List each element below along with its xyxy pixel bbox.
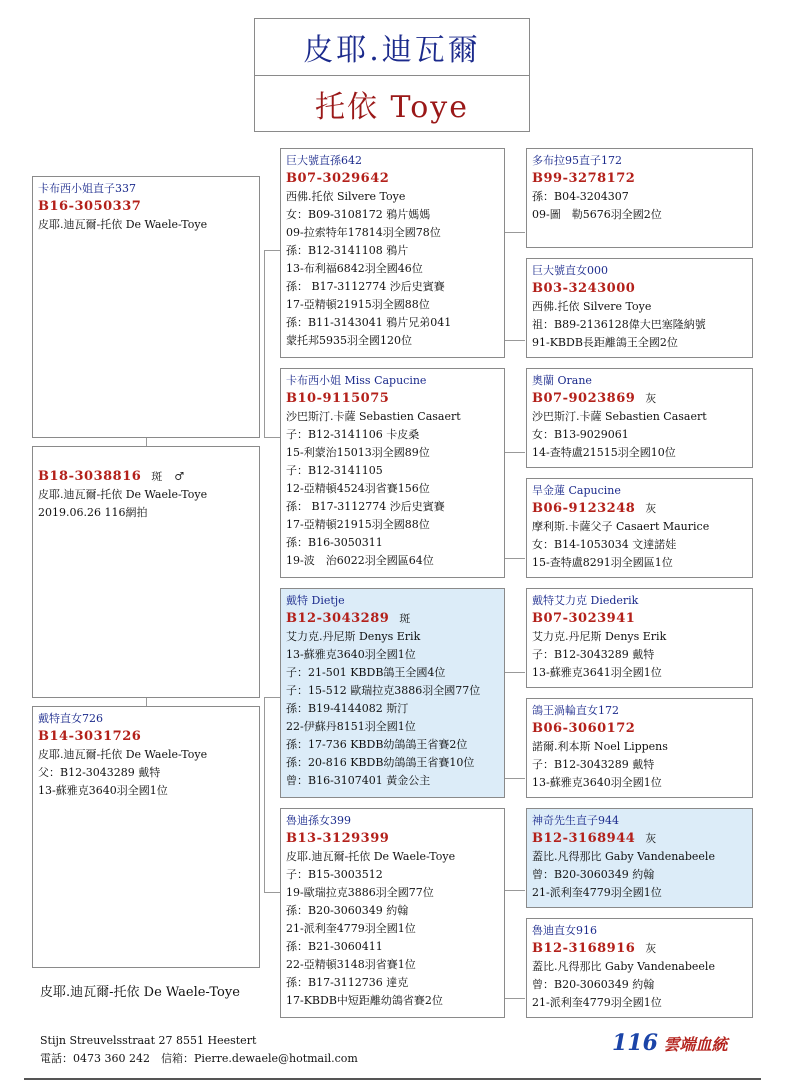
- pedigree-box-ddd: [526, 918, 753, 1018]
- color-tag: 灰: [645, 502, 657, 515]
- info-line: 皮耶.迪瓦爾-托依 De Waele-Toye: [38, 218, 208, 231]
- info-line: 孫：B04-3204307: [532, 190, 629, 203]
- info-line: 諾爾.利本斯 Noel Lippens: [532, 740, 668, 753]
- ring-number: B12-3168944: [532, 831, 636, 846]
- pedigree-box-dam: [32, 706, 260, 968]
- info-line: 15-查特盧8291羽全國區1位: [532, 556, 673, 569]
- bird-name: 魯迪直女916: [532, 924, 597, 937]
- pedigree-box-ss: [280, 148, 505, 358]
- pedigree-box-dss: [526, 588, 753, 688]
- color-sex-tag: 斑 ♂: [151, 470, 185, 483]
- info-line: 艾力克.丹尼斯 Denys Erik: [532, 630, 667, 643]
- address: Stijn Streuvelsstraat 27 8551 Heestert: [40, 1034, 257, 1047]
- ring-number: B12-3168916: [532, 941, 636, 956]
- ring-number: B07-3023941: [532, 611, 636, 626]
- info-line: 蓋比.凡得那比 Gaby Vandenabeele: [532, 850, 715, 863]
- info-line: 12-亞精頓4524羽省賽156位: [286, 482, 430, 495]
- color-tag: 斑: [399, 612, 411, 625]
- breeder-contact: [40, 1032, 358, 1068]
- connector: [264, 697, 265, 892]
- bird-name: 鴿王渦輪直女172: [532, 704, 619, 717]
- info-line: 14-查特盧21515羽全國10位: [532, 446, 676, 459]
- logo-text: 雲端血統: [663, 1035, 728, 1054]
- info-line: 21-派利奎4779羽全國1位: [532, 886, 662, 899]
- pedigree-box-sdd: [526, 478, 753, 578]
- color-tag: 灰: [645, 942, 657, 955]
- info-line: 子：B12-3141105: [286, 464, 383, 477]
- info-line: 13-布利福6842羽全國46位: [286, 262, 423, 275]
- ring-number: B07-9023869: [532, 391, 636, 406]
- bird-name: 巨大號直女000: [532, 264, 608, 277]
- pedigree-box-dd: [280, 808, 505, 1018]
- info-line: 女：B13-9029061: [532, 428, 629, 441]
- info-line: 22-伊蘇丹8151羽全國1位: [286, 720, 416, 733]
- info-line: 皮耶.迪瓦爾-托依 De Waele-Toye: [38, 748, 208, 761]
- bird-name: 奧蘭 Orane: [532, 374, 592, 387]
- connector: [505, 340, 525, 341]
- info-line: 15-利蒙治15013羽全國89位: [286, 446, 430, 459]
- info-line: 17-亞精頓21915羽全國88位: [286, 518, 430, 531]
- info-line: 13-蘇雅克3640羽全國1位: [38, 784, 168, 797]
- info-line: 13-蘇雅克3640羽全國1位: [532, 776, 662, 789]
- bird-name: 卡布西小姐直子337: [38, 182, 136, 195]
- bird-name: 戴特艾力克 Diederik: [532, 594, 639, 607]
- logo-number: 116: [612, 1030, 658, 1056]
- pedigree-box-sds: [526, 368, 753, 468]
- info-line: 21-派利奎4779羽全國1位: [532, 996, 662, 1009]
- info-line: 22-亞精頓3148羽省賽1位: [286, 958, 416, 971]
- info-line: 皮耶.迪瓦爾-托依 De Waele-Toye: [38, 488, 208, 501]
- connector: [505, 998, 525, 999]
- breeder-name: 皮耶.迪瓦爾-托依 De Waele-Toye: [40, 985, 240, 1000]
- info-line: 子：B12-3043289 戴特: [532, 648, 655, 661]
- phone-email: 電話：0473 360 242 信箱：Pierre.dewaele@hotmail.com: [40, 1052, 358, 1065]
- bird-name: 旱金蓮 Capucine: [532, 484, 621, 497]
- info-line: 孫：B11-3143041 鴉片兄弟041: [286, 316, 452, 329]
- info-line: 子：B12-3141106 卡皮桑: [286, 428, 420, 441]
- pedigree-box-dsd: [526, 698, 753, 798]
- connector: [264, 250, 280, 251]
- color-tag: 灰: [645, 392, 657, 405]
- info-line: 沙巴斯汀.卡薩 Sebastien Casaert: [286, 410, 461, 423]
- header-family: 托依 Toye: [315, 90, 469, 125]
- info-line: 2019.06.26 116網拍: [38, 506, 148, 519]
- info-line: 蓋比.凡得那比 Gaby Vandenabeele: [532, 960, 715, 973]
- ring-number: B06-3060172: [532, 721, 636, 736]
- info-line: 17-KBDB中短距離幼鴿省賽2位: [286, 994, 443, 1007]
- info-line: 沙巴斯汀.卡薩 Sebastien Casaert: [532, 410, 707, 423]
- bird-name: 多布拉95直子172: [532, 154, 622, 167]
- ring-number: B03-3243000: [532, 281, 636, 296]
- pedigree-box-dds: [526, 808, 753, 908]
- connector: [505, 232, 525, 233]
- header-box: [254, 18, 530, 132]
- info-line: 西佛.托依 Silvere Toye: [532, 300, 652, 313]
- connector: [264, 892, 280, 893]
- info-line: 09-拉索特年17814羽全國78位: [286, 226, 441, 239]
- info-line: 艾力克.丹尼斯 Denys Erik: [286, 630, 421, 643]
- connector: [505, 452, 525, 453]
- pedigree-box-ssd: [526, 258, 753, 358]
- info-line: 孫： B17-3112774 沙后史賓賽: [286, 500, 445, 513]
- info-line: 蒙托邦5935羽全國120位: [286, 334, 412, 347]
- connector: [505, 890, 525, 891]
- info-line: 91-KBDB長距離鴿王全國2位: [532, 336, 678, 349]
- header-name: 皮耶.迪瓦爾: [255, 19, 529, 76]
- info-line: 曾：B20-3060349 約翰: [532, 978, 655, 991]
- color-tag: 灰: [645, 832, 657, 845]
- pedigree-box-sire: [32, 176, 260, 438]
- info-line: 孫：B17-3112736 達克: [286, 976, 409, 989]
- ring-number: B16-3050337: [38, 199, 142, 214]
- info-line: 孫：17-736 KBDB幼鴿鴿王省賽2位: [286, 738, 468, 751]
- ring-number: B10-9115075: [286, 391, 390, 406]
- info-line: 13-蘇雅克3640羽全國1位: [286, 648, 416, 661]
- pedigree-box-sss: [526, 148, 753, 248]
- info-line: 曾：B16-3107401 黃金公主: [286, 774, 431, 787]
- bird-name: 卡布西小姐 Miss Capucine: [286, 374, 427, 387]
- info-line: 女：B09-3108172 鴉片媽媽: [286, 208, 431, 221]
- connector: [505, 672, 525, 673]
- info-line: 孫：20-816 KBDB幼鴿鴿王省賽10位: [286, 756, 475, 769]
- ring-number: B99-3278172: [532, 171, 636, 186]
- pedigree-box-subject: [32, 446, 260, 698]
- info-line: 曾：B20-3060349 約翰: [532, 868, 655, 881]
- info-line: 子：21-501 KBDB鴿王全國4位: [286, 666, 446, 679]
- info-line: 19-波 治6022羽全國區64位: [286, 554, 434, 567]
- ring-number: B14-3031726: [38, 729, 142, 744]
- info-line: 摩利斯.卡薩父子 Casaert Maurice: [532, 520, 710, 533]
- info-line: 孫：B19-4144082 斯汀: [286, 702, 409, 715]
- info-line: 13-蘇雅克3641羽全國1位: [532, 666, 662, 679]
- info-line: 孫： B17-3112774 沙后史賓賽: [286, 280, 445, 293]
- pedigree-box-ds: [280, 588, 505, 798]
- info-line: 女：B14-1053034 文達諾娃: [532, 538, 677, 551]
- info-line: 21-派利奎4779羽全國1位: [286, 922, 416, 935]
- info-line: 皮耶.迪瓦爾-托依 De Waele-Toye: [286, 850, 456, 863]
- info-line: 子：15-512 歐瑞拉克3886羽全國77位: [286, 684, 481, 697]
- info-line: 孫：B21-3060411: [286, 940, 383, 953]
- ring-number: B07-3029642: [286, 171, 390, 186]
- info-line: 孫：B20-3060349 約翰: [286, 904, 409, 917]
- info-line: 祖：B89-2136128偉大巴塞隆納號: [532, 318, 706, 331]
- ring-number: B18-3038816: [38, 469, 142, 484]
- connector: [505, 558, 525, 559]
- ring-number: B06-9123248: [532, 501, 636, 516]
- bird-name: 神奇先生直子944: [532, 814, 619, 827]
- connector: [264, 437, 280, 438]
- info-line: 09-圖 勒5676羽全國2位: [532, 208, 662, 221]
- bird-name: 巨大號直孫642: [286, 154, 362, 167]
- connector: [505, 778, 525, 779]
- connector: [264, 697, 280, 698]
- divider: [24, 1078, 761, 1080]
- info-line: 17-亞精頓21915羽全國88位: [286, 298, 430, 311]
- bird-name: 魯迪孫女399: [286, 814, 351, 827]
- info-line: 西佛.托依 Silvere Toye: [286, 190, 406, 203]
- site-logo: [612, 1030, 728, 1056]
- bird-name: [38, 450, 254, 468]
- ring-number: B12-3043289: [286, 611, 390, 626]
- connector: [264, 250, 265, 437]
- info-line: 子：B15-3003512: [286, 868, 383, 881]
- info-line: 父：B12-3043289 戴特: [38, 766, 161, 779]
- ring-number: B13-3129399: [286, 831, 390, 846]
- info-line: 孫：B12-3141108 鴉片: [286, 244, 409, 257]
- bird-name: 戴特直女726: [38, 712, 103, 725]
- pedigree-box-sd: [280, 368, 505, 578]
- info-line: 19-歐瑞拉克3886羽全國77位: [286, 886, 434, 899]
- info-line: 子：B12-3043289 戴特: [532, 758, 655, 771]
- info-line: 孫：B16-3050311: [286, 536, 383, 549]
- bird-name: 戴特 Dietje: [286, 594, 345, 607]
